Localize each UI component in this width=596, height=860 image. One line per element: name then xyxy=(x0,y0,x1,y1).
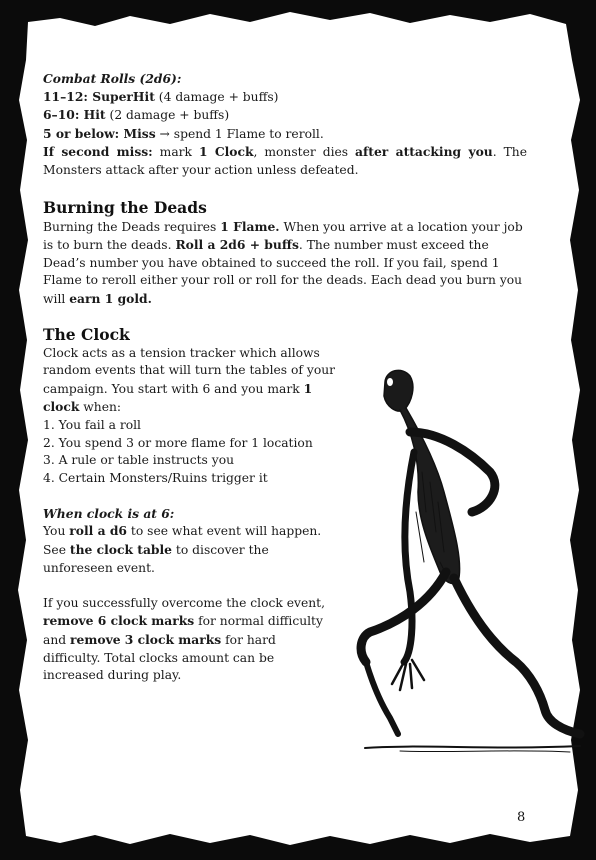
list-item: 3. A rule or table instructs you xyxy=(43,453,235,468)
combat-row-superhit: 11–12: SuperHit (4 damage + buffs) xyxy=(43,88,279,104)
clock-at-6-title: When clock is at 6: xyxy=(43,505,175,521)
clock-section xyxy=(43,345,336,685)
burning-paragraph: Burning the Deads requires 1 Flame. When you arrive at a location your job is to burn the deads. Roll a 2d6 + buffs. The number must exceed the Dead’s number you have obtained to succeed the roll. If you fail, spend 1 Flame to reroll either your roll or roll for the deads. Each dead you burn you will earn 1 gold. xyxy=(43,218,523,306)
clock-trigger-list xyxy=(43,417,336,487)
creature-illustration xyxy=(340,362,590,762)
combat-row-second-miss: If second miss: mark 1 Clock, monster dies after attacking you. The Monsters attack after your action unless defeated. xyxy=(43,144,527,177)
clock-overcome-paragraph: If you successfully overcome the clock event, remove 6 clock marks for normal difficulty and remove 3 clock marks for hard difficulty. Total clocks amount can be increased during play. xyxy=(43,595,326,683)
burning-heading: Burning the Deads xyxy=(43,197,207,217)
clock-heading: The Clock xyxy=(43,324,130,344)
combat-row-miss: 5 or below: Miss → spend 1 Flame to reroll. xyxy=(43,125,324,141)
page-number: 8 xyxy=(517,810,526,825)
list-item: 2. You spend 3 or more flame for 1 location xyxy=(43,435,313,450)
list-item: 1. You fail a roll xyxy=(43,417,141,432)
clock-at-6-paragraph: You roll a d6 to see what event will happen. See the clock table to discover the unforeseen event. xyxy=(43,523,322,575)
list-item: 4. Certain Monsters/Ruins trigger it xyxy=(43,470,268,485)
combat-row-hit: 6–10: Hit (2 damage + buffs) xyxy=(43,107,230,123)
combat-title: Combat Rolls (2d6): xyxy=(43,71,182,86)
clock-intro: Clock acts as a tension tracker which allows random events that will turn the tables of your campaign. You start with 6 and you mark 1 clock when: xyxy=(43,345,336,415)
